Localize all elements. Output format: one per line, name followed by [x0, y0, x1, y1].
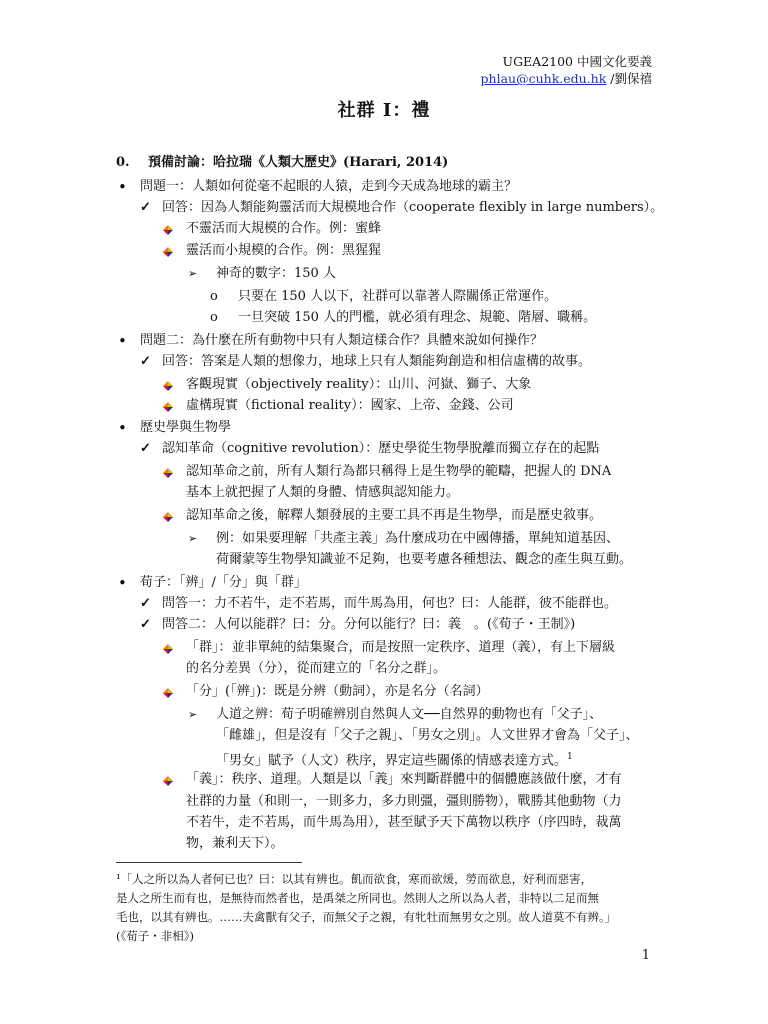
list-item-text: 「男女」賦予（人文）秩序，界定這些關係的情感表達方式。	[216, 753, 568, 769]
list-item: 基本上就把握了人類的身體、情感與認知能力。	[186, 485, 460, 500]
question-1: 問題一：人類如何從毫不起眼的人猿，走到今天成為地球的霸主？	[140, 179, 518, 194]
list-item: 一旦突破 150 人的門檻，就必須有理念、規範、階層、職稱。	[238, 310, 597, 325]
checkmark-icon: ✓	[140, 441, 151, 456]
page-number: 1	[641, 948, 650, 963]
list-item: 例：如果要理解「共產主義」為什麼成功在中國傳播，單純知道基因、	[216, 531, 620, 546]
diamond-bullet-icon	[162, 682, 174, 702]
diamond-bullet-icon	[162, 241, 174, 261]
footnote-line: ¹「人之所以為人者何已也？曰：以其有辨也。飢而欲食，寒而欲煖，勞而欲息，好利而惡害，	[116, 872, 593, 886]
bullet-icon: •	[118, 178, 127, 196]
list-item: 靈活而小規模的合作。例：黑猩猩	[186, 243, 382, 258]
checkmark-icon: ✓	[140, 200, 151, 215]
list-item: 物，兼利天下）。	[186, 836, 284, 851]
list-item: 社群的力量（和則一，一則多力，多力則彊，彊則勝物），戰勝其他動物（力	[186, 794, 622, 809]
arrow-bullet-icon: ➢	[188, 532, 198, 545]
list-item: 客觀現實（objectively reality）：山川、河嶽、獅子、大象	[186, 377, 532, 392]
checkmark-icon: ✓	[140, 354, 151, 369]
list-item: 只要在 150 人以下，社群可以靠著人際關係正常運作。	[238, 289, 558, 304]
diamond-bullet-icon	[162, 770, 174, 790]
list-item: 「群」：並非單純的結集聚合，而是按照一定秩序、道理（義），有上下層級	[186, 640, 616, 655]
answer-1: 回答：因為人類能夠靈活而大規模地合作（cooperate flexibly in large numbers）。	[162, 200, 664, 215]
list-item: 不靈活而大規模的合作。例：蜜蜂	[186, 221, 382, 236]
circle-bullet-icon: o	[210, 310, 218, 325]
diamond-bullet-icon	[162, 638, 174, 658]
circle-bullet-icon: o	[210, 289, 218, 304]
footnote-line: 毛也，以其有辨也。……夫禽獸有父子，而無父子之親，有牝牡而無男女之別。故人道莫不有辨。」	[116, 910, 617, 924]
bullet-icon: •	[118, 419, 127, 437]
course-header: UGEA2100 中國文化要義	[502, 54, 652, 69]
footnote-ref: 1	[567, 752, 573, 762]
list-item: 「分」(「辨」)：既是分辨（動詞），亦是名分（名詞）	[186, 684, 489, 699]
author-line	[481, 70, 652, 87]
list-item: 認知革命之前，所有人類行為都只稱得上是生物學的範疇，把握人的 DNA	[186, 464, 612, 479]
bullet-icon: •	[118, 574, 127, 592]
list-item: 人道之辨：荀子明確辨別自然與人文──自然界的動物也有「父子」、	[216, 707, 603, 722]
list-item: 問答一：力不若牛，走不若馬，而牛馬為用，何也？曰：人能群，彼不能群也。	[162, 596, 618, 611]
list-item: 不若牛，走不若馬，而牛馬為用），甚至賦予天下萬物以秩序（序四時，裁萬	[186, 815, 622, 830]
list-item: 認知革命之後，解釋人類發展的主要工具不再是生物學，而是歷史敘事。	[186, 508, 603, 523]
list-item	[216, 747, 573, 771]
footnote-divider	[116, 862, 302, 863]
answer-2: 回答：答案是人類的想像力，地球上只有人類能夠創造和相信虛構的故事。	[162, 354, 592, 369]
topic-heading: 荀子：「辨」/「分」與「群」	[140, 575, 307, 590]
bullet-icon: •	[118, 332, 127, 350]
list-item: 認知革命（cognitive revolution）：歷史學從生物學脫離而獨立存在的起點	[162, 441, 600, 456]
diamond-bullet-icon	[162, 396, 174, 416]
diamond-bullet-icon	[162, 506, 174, 526]
diamond-bullet-icon	[162, 462, 174, 482]
arrow-bullet-icon: ➢	[188, 708, 198, 721]
checkmark-icon: ✓	[140, 596, 151, 611]
author-name: /劉保禧	[606, 71, 652, 86]
question-2: 問題二：為什麼在所有動物中只有人類這樣合作？具體來說如何操作？	[140, 333, 544, 348]
checkmark-icon: ✓	[140, 617, 151, 632]
page-title: 社群 I：禮	[337, 100, 431, 121]
section-heading: 預備討論：哈拉瑞《人類大歷史》(Harari, 2014)	[148, 155, 449, 170]
list-item: 的名分差異（分），從而建立的「名分之群」。	[186, 661, 447, 676]
list-item: 「義」：秩序、道理。人類是以「義」來判斷群體中的個體應該做什麼，才有	[186, 772, 622, 787]
list-item: 「雌雄」，但是沒有「父子之親」、「男女之別」。人文世界才會為「父子」、	[216, 728, 639, 743]
list-item: 荷爾蒙等生物學知識並不足夠，也要考慮各種想法、觀念的產生與互動。	[216, 552, 633, 567]
email-link[interactable]: phlau@cuhk.edu.hk	[480, 71, 607, 86]
list-item: 虛構現實（fictional reality）：國家、上帝、金錢、公司	[186, 398, 514, 413]
diamond-bullet-icon	[162, 375, 174, 395]
arrow-bullet-icon: ➢	[188, 267, 198, 280]
diamond-bullet-icon	[162, 219, 174, 239]
list-item: 問答二：人何以能群？曰：分。分何以能行？曰：義 。(《荀子・王制》)	[162, 617, 576, 632]
topic-heading: 歷史學與生物學	[140, 420, 232, 435]
list-item: 神奇的數字：150 人	[216, 266, 336, 281]
section-number: 0.	[116, 155, 130, 170]
footnote-line: 是人之所生而有也，是無待而然者也，是禹桀之所同也。然則人之所以為人者，非特以二足而無	[116, 891, 599, 905]
footnote-line: (《荀子・非相》)	[116, 929, 194, 943]
